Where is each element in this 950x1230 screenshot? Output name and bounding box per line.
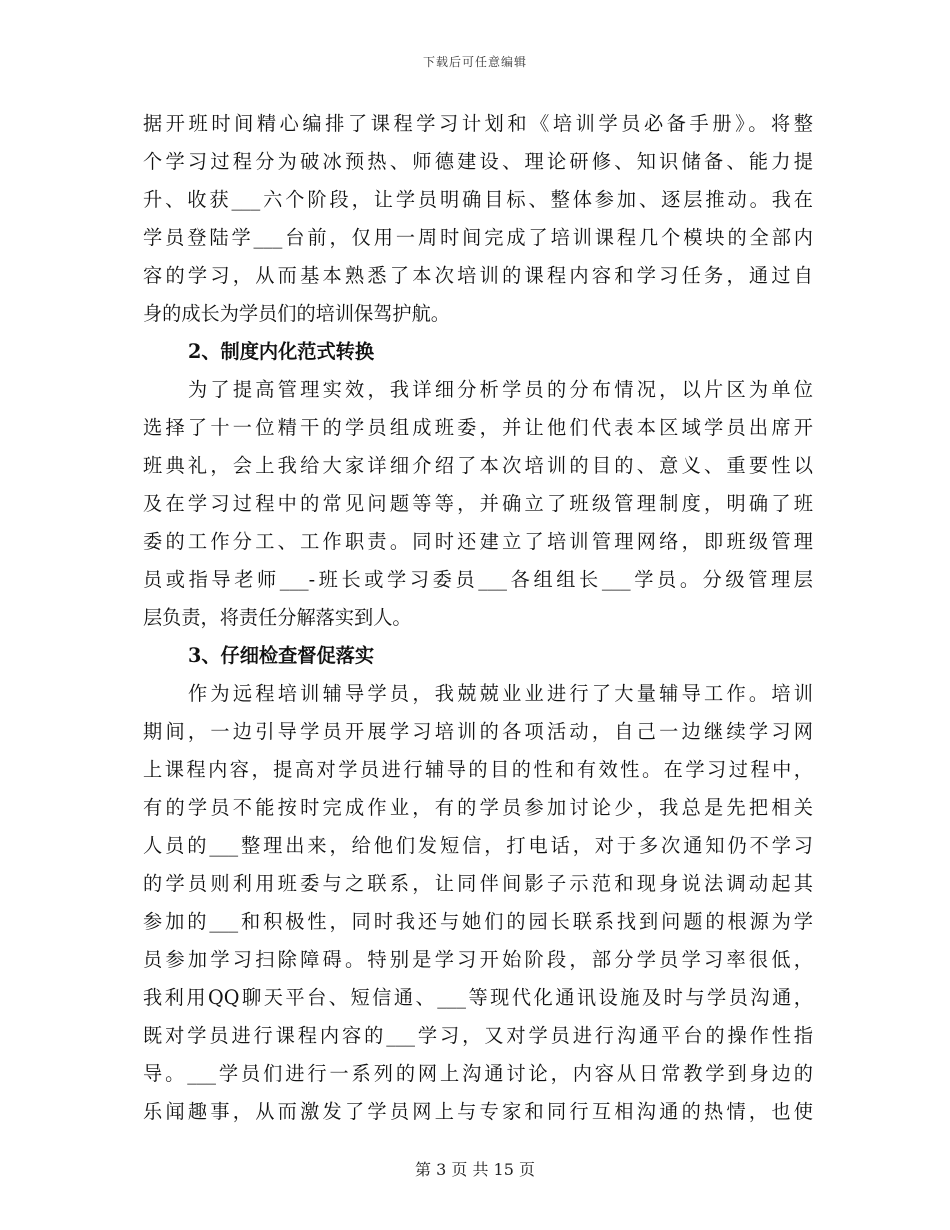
- text-line: 既对学员进行课程内容的___学习，又对学员进行沟通平台的操作性指: [143, 1024, 813, 1047]
- text-line: 委的工作分工、工作职责。同时还建立了培训管理网络，即班级管理: [143, 530, 813, 553]
- text-line: 乐闻趣事，从而激发了学员网上与专家和同行互相沟通的热情，也使: [143, 1100, 813, 1123]
- text-line: 为了提高管理实效，我详细分析学员的分布情况，以片区为单位: [188, 378, 813, 401]
- text-line: 升、收获___六个阶段，让学员明确目标、整体参加、逐层推动。我在: [143, 188, 813, 211]
- text-line: 期间，一边引导学员开展学习培训的各项活动，自己一边继续学习网: [143, 720, 813, 743]
- text-line: 上课程内容，提高对学员进行辅导的目的性和有效性。在学习过程中，: [143, 758, 813, 781]
- text-line: 班典礼，会上我给大家详细介绍了本次培训的目的、意义、重要性以: [143, 454, 813, 477]
- text-line: 学员登陆学___台前，仅用一周时间完成了培训课程几个模块的全部内: [143, 226, 813, 249]
- text-line: 作为远程培训辅导学员，我兢兢业业进行了大量辅导工作。培训: [188, 682, 813, 705]
- document-body: [143, 105, 813, 1131]
- text-line: 人员的___整理出来，给他们发短信，打电话，对于多次通知仍不学习: [143, 834, 813, 857]
- paragraph-2: [143, 371, 813, 637]
- text-line: 容的学习，从而基本熟悉了本次培训的课程内容和学习任务，通过自: [143, 264, 813, 287]
- paragraph-1: [143, 105, 813, 333]
- text-line: 个学习过程分为破冰预热、师德建设、理论研修、知识储备、能力提: [143, 150, 813, 173]
- text-line: 及在学习过程中的常见问题等等，并确立了班级管理制度，明确了班: [143, 492, 813, 515]
- text-line: 员参加学习扫除障碍。特别是学习开始阶段，部分学员学习率很低，: [143, 948, 813, 971]
- paragraph-3: [143, 675, 813, 1131]
- text-line: 员或指导老师___-班长或学习委员___各组组长___学员。分级管理层: [143, 568, 813, 591]
- text-line: 身的成长为学员们的培训保驾护航。: [143, 302, 450, 325]
- text-line: 参加的___和积极性，同时我还与她们的园长联系找到问题的根源为学: [143, 910, 813, 933]
- text-line: 导。___学员们进行一系列的网上沟通讨论，内容从日常教学到身边的: [143, 1062, 813, 1085]
- section-heading-3: 3、仔细检查督促落实: [188, 644, 375, 667]
- text-line: 选择了十一位精干的学员组成班委，并让他们代表本区域学员出席开: [143, 416, 813, 439]
- text-line: 的学员则利用班委与之联系，让同伴间影子示范和现身说法调动起其: [143, 872, 813, 895]
- section-heading-2: 2、制度内化范式转换: [188, 340, 375, 363]
- text-line: 据开班时间精心编排了课程学习计划和《培训学员必备手册》。将整: [143, 112, 813, 135]
- text-line: 有的学员不能按时完成作业，有的学员参加讨论少，我总是先把相关: [143, 796, 813, 819]
- page-number: 第 3 页 共 15 页: [415, 1160, 535, 1179]
- text-line: 层负责，将责任分解落实到人。: [143, 606, 412, 629]
- text-line: 我利用QQ聊天平台、短信通、___等现代化通讯设施及时与学员沟通，: [143, 986, 813, 1009]
- header-note: 下载后可任意编辑: [422, 55, 527, 69]
